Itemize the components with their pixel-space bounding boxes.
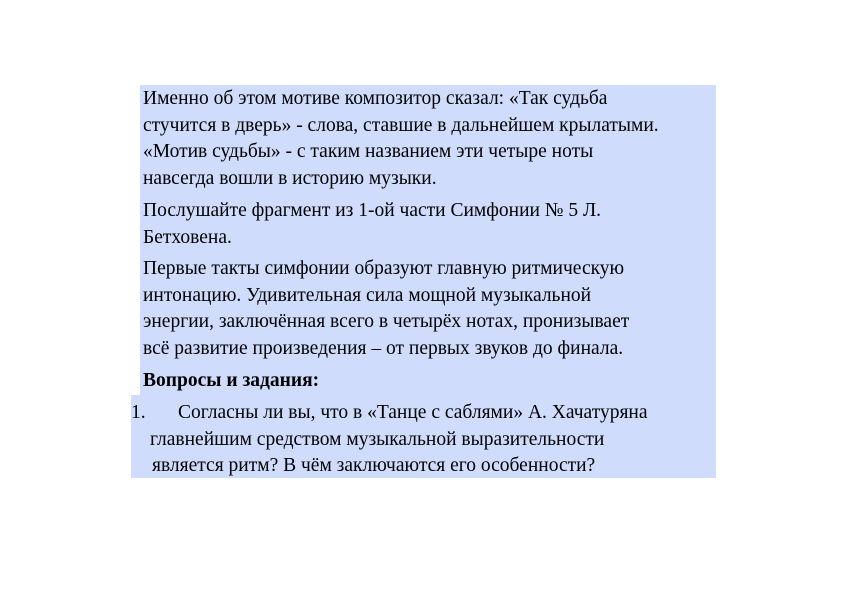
text-line: Бетховена. xyxy=(143,226,232,248)
text-line: Послушайте фрагмент из 1-ой части Симфонии № 5 Л. xyxy=(143,200,602,221)
question-line: Согласны ли вы, что в «Танце с саблями» А. Хачатуряна xyxy=(178,402,648,423)
question-line: является ритм? В чём заключаются его особенности? xyxy=(152,455,596,477)
question-line: главнейшим средством музыкальной выразительности xyxy=(150,428,605,450)
text-line: Именно об этом мотиве композитор сказал: «Так судьба xyxy=(143,88,608,109)
paragraph-listen xyxy=(143,198,733,251)
text-line: «Мотив судьбы» - с таким названием эти четыре ноты xyxy=(143,141,594,163)
question-number: 1. xyxy=(131,402,146,423)
paragraph-fate-motif xyxy=(143,86,733,193)
questions-heading: Вопросы и задания: xyxy=(143,370,320,391)
text-line: навсегда вошли в историю музыки. xyxy=(143,168,437,190)
text-line: стучится в дверь» - слова, ставшие в дальнейшем крылатыми. xyxy=(143,114,659,136)
text-line: всё развитие произведения – от первых звуков до финала. xyxy=(143,338,624,360)
text-line: интонацию. Удивительная сила мощной музыкальной xyxy=(143,284,592,306)
text-line: Первые такты симфонии образуют главную ритмическую xyxy=(143,258,625,279)
text-line: энергии, заключённая всего в четырёх нотах, пронизывает xyxy=(143,311,630,333)
paragraph-first-bars xyxy=(143,256,733,363)
